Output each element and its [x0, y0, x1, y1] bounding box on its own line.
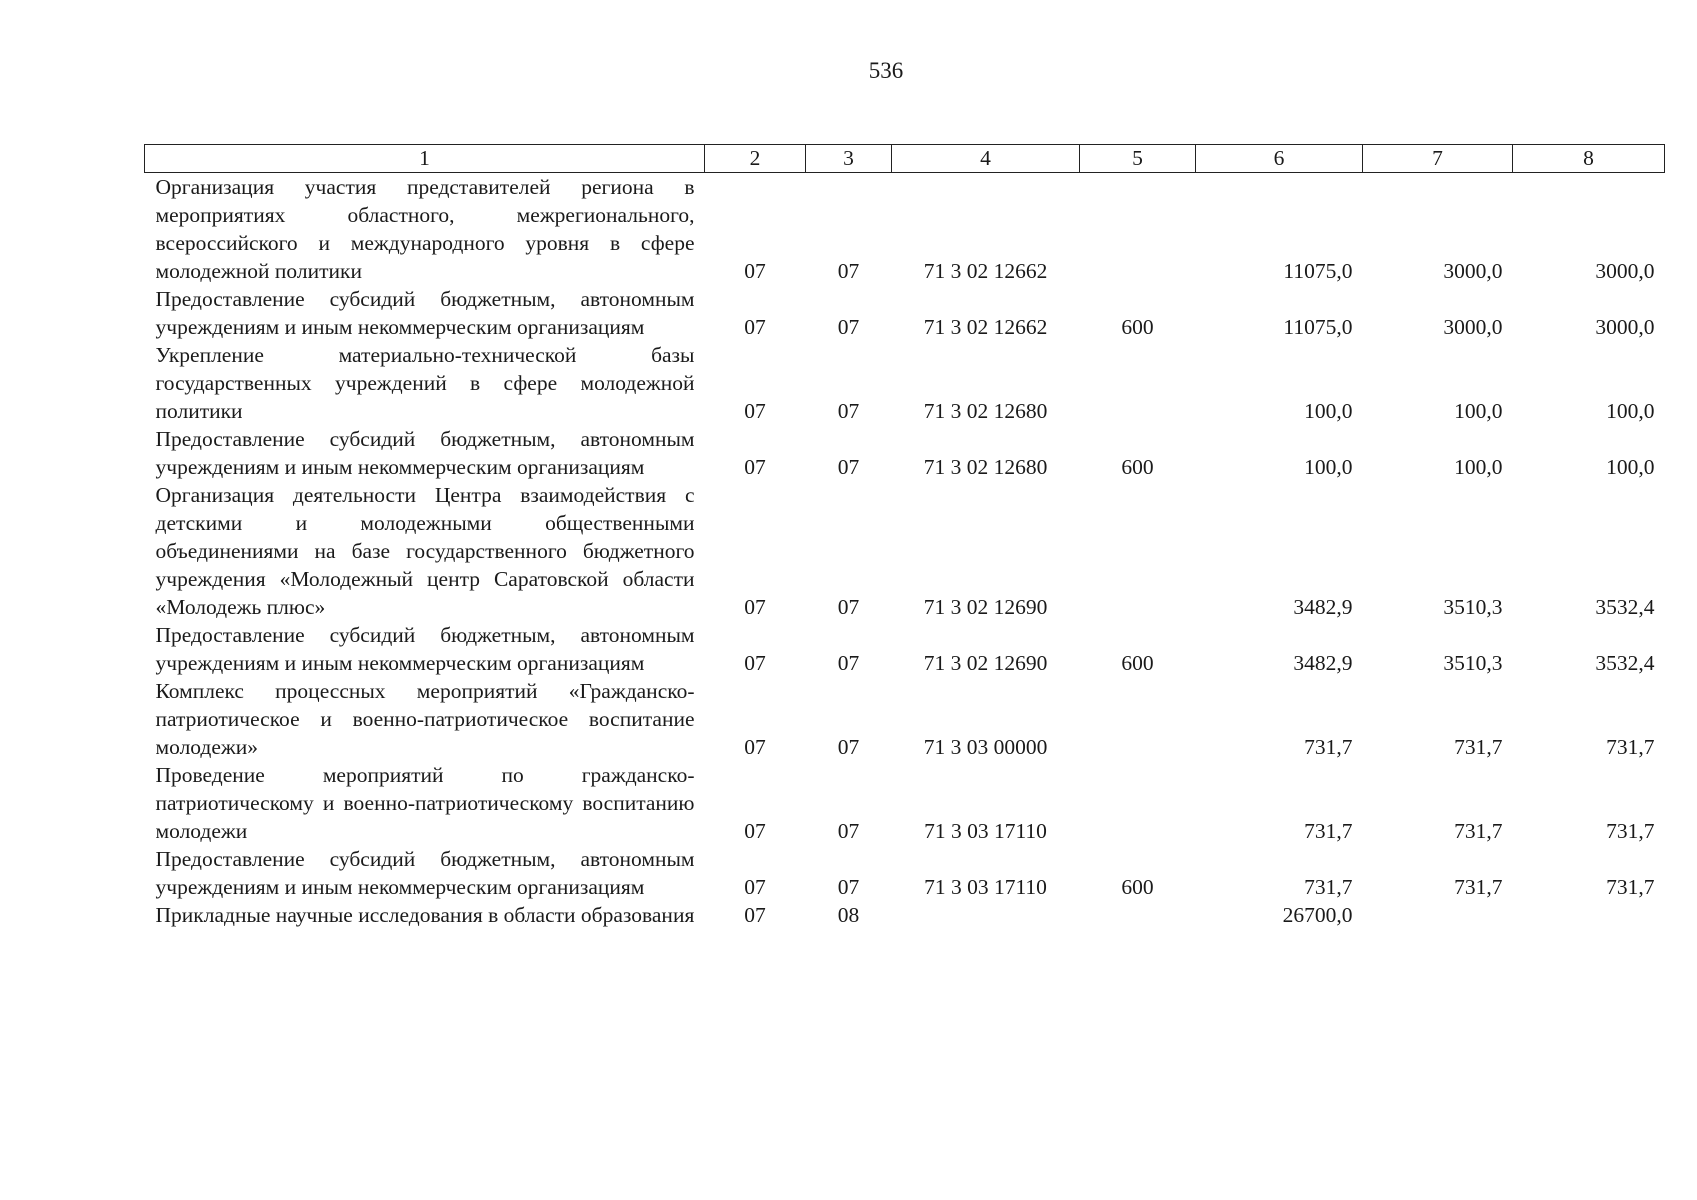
amount-year1-cell: 3482,9	[1293, 595, 1353, 619]
amount-year1-cell: 11075,0	[1283, 315, 1353, 339]
table-row	[145, 341, 1665, 425]
table-row	[145, 761, 1665, 845]
razdel-cell: 07	[744, 819, 766, 843]
amount-year1-cell: 100,0	[1304, 399, 1353, 423]
column-header: 7	[1363, 145, 1513, 173]
amount-year3-cell	[1513, 901, 1665, 929]
row-name: Предоставление субсидий бюджетным, автономным учреждениям и иным некоммерческим организациям	[155, 847, 695, 899]
column-header: 8	[1513, 145, 1665, 173]
row-name: Комплекс процессных мероприятий «Гражданско-патриотическое и военно-патриотическое воспитание молодежи»	[155, 679, 695, 759]
row-name: Организация деятельности Центра взаимодействия с детскими и молодежными общественными объединениями на базе государственного бюджетного учреждения «Молодежный центр Саратовской области «Молодежь плюс»	[155, 483, 695, 619]
table-row	[145, 677, 1665, 761]
amount-year3-cell: 3000,0	[1595, 259, 1655, 283]
amount-year3-cell: 3532,4	[1595, 595, 1655, 619]
target-article-cell: 71 3 03 17110	[924, 875, 1047, 899]
table-row	[145, 481, 1665, 621]
expense-type-cell	[1080, 677, 1196, 761]
column-header: 1	[145, 145, 705, 173]
row-name: Предоставление субсидий бюджетным, автономным учреждениям и иным некоммерческим организациям	[155, 427, 695, 479]
razdel-cell: 07	[744, 259, 766, 283]
amount-year3-cell: 731,7	[1606, 819, 1655, 843]
column-header: 6	[1196, 145, 1363, 173]
expense-type-cell: 600	[1121, 875, 1154, 899]
amount-year1-cell: 731,7	[1304, 735, 1353, 759]
amount-year3-cell: 100,0	[1606, 399, 1655, 423]
podrazdel-cell: 07	[837, 455, 860, 479]
razdel-cell: 07	[744, 315, 766, 339]
row-name: Проведение мероприятий по гражданско-патриотическому и военно-патриотическому воспитанию молодежи	[155, 763, 695, 843]
amount-year2-cell: 731,7	[1454, 819, 1503, 843]
table-row	[145, 173, 1665, 286]
podrazdel-cell: 07	[837, 651, 860, 675]
row-name: Прикладные научные исследования в области образования	[155, 903, 695, 927]
podrazdel-cell: 08	[837, 903, 860, 927]
target-article-cell: 71 3 02 12662	[923, 259, 1048, 283]
expense-type-cell: 600	[1121, 651, 1154, 675]
expense-type-cell: 600	[1121, 315, 1154, 339]
column-header: 4	[892, 145, 1080, 173]
amount-year2-cell: 3000,0	[1443, 315, 1503, 339]
row-name: Предоставление субсидий бюджетным, автономным учреждениям и иным некоммерческим организациям	[155, 287, 695, 339]
table-row	[145, 845, 1665, 901]
razdel-cell: 07	[744, 651, 766, 675]
expense-type-cell	[1080, 761, 1196, 845]
column-header: 3	[806, 145, 892, 173]
target-article-cell: 71 3 02 12680	[923, 455, 1048, 479]
budget-table	[144, 144, 1665, 929]
column-header: 5	[1080, 145, 1196, 173]
target-article-cell: 71 3 03 17110	[924, 819, 1047, 843]
amount-year2-cell: 731,7	[1454, 735, 1503, 759]
razdel-cell: 07	[744, 735, 766, 759]
podrazdel-cell: 07	[837, 315, 860, 339]
razdel-cell: 07	[744, 903, 766, 927]
amount-year1-cell: 26700,0	[1282, 903, 1353, 927]
podrazdel-cell: 07	[837, 735, 860, 759]
row-name: Укрепление материально-технической базы государственных учреждений в сфере молодежной политики	[155, 343, 695, 423]
podrazdel-cell: 07	[837, 819, 860, 843]
expense-type-cell: 600	[1121, 455, 1154, 479]
amount-year1-cell: 100,0	[1304, 455, 1353, 479]
amount-year3-cell: 731,7	[1606, 875, 1655, 899]
razdel-cell: 07	[744, 595, 766, 619]
table-header-row	[145, 145, 1665, 173]
table-row	[145, 621, 1665, 677]
razdel-cell: 07	[744, 875, 766, 899]
amount-year2-cell: 100,0	[1454, 399, 1503, 423]
target-article-cell	[892, 901, 1080, 929]
expense-type-cell	[1080, 341, 1196, 425]
amount-year2-cell: 731,7	[1454, 875, 1503, 899]
target-article-cell: 71 3 02 12680	[923, 399, 1048, 423]
expense-type-cell	[1080, 481, 1196, 621]
amount-year1-cell: 731,7	[1304, 875, 1353, 899]
amount-year2-cell: 100,0	[1454, 455, 1503, 479]
target-article-cell: 71 3 02 12690	[923, 595, 1048, 619]
table-row	[145, 425, 1665, 481]
podrazdel-cell: 07	[837, 875, 860, 899]
amount-year1-cell: 11075,0	[1283, 259, 1353, 283]
amount-year2-cell: 3000,0	[1443, 259, 1503, 283]
amount-year1-cell: 731,7	[1304, 819, 1353, 843]
target-article-cell: 71 3 02 12690	[923, 651, 1048, 675]
amount-year2-cell	[1363, 901, 1513, 929]
podrazdel-cell: 07	[837, 595, 860, 619]
expense-type-cell	[1080, 173, 1196, 286]
amount-year2-cell: 3510,3	[1443, 651, 1503, 675]
target-article-cell: 71 3 02 12662	[923, 315, 1048, 339]
amount-year3-cell: 100,0	[1606, 455, 1655, 479]
amount-year3-cell: 731,7	[1606, 735, 1655, 759]
amount-year1-cell: 3482,9	[1293, 651, 1353, 675]
razdel-cell: 07	[744, 455, 766, 479]
amount-year3-cell: 3000,0	[1595, 315, 1655, 339]
amount-year2-cell: 3510,3	[1443, 595, 1503, 619]
podrazdel-cell: 07	[837, 399, 860, 423]
row-name: Предоставление субсидий бюджетным, автономным учреждениям и иным некоммерческим организациям	[155, 623, 695, 675]
table-row	[145, 901, 1665, 929]
target-article-cell: 71 3 03 00000	[923, 735, 1048, 759]
row-name: Организация участия представителей региона в мероприятиях областного, межрегионального, всероссийского и международного уровня в сфере молодежной политики	[155, 175, 695, 283]
razdel-cell: 07	[744, 399, 766, 423]
page-number: 536	[868, 58, 904, 83]
podrazdel-cell: 07	[837, 259, 860, 283]
table-row	[145, 285, 1665, 341]
column-header: 2	[705, 145, 806, 173]
expense-type-cell	[1080, 901, 1196, 929]
amount-year3-cell: 3532,4	[1595, 651, 1655, 675]
